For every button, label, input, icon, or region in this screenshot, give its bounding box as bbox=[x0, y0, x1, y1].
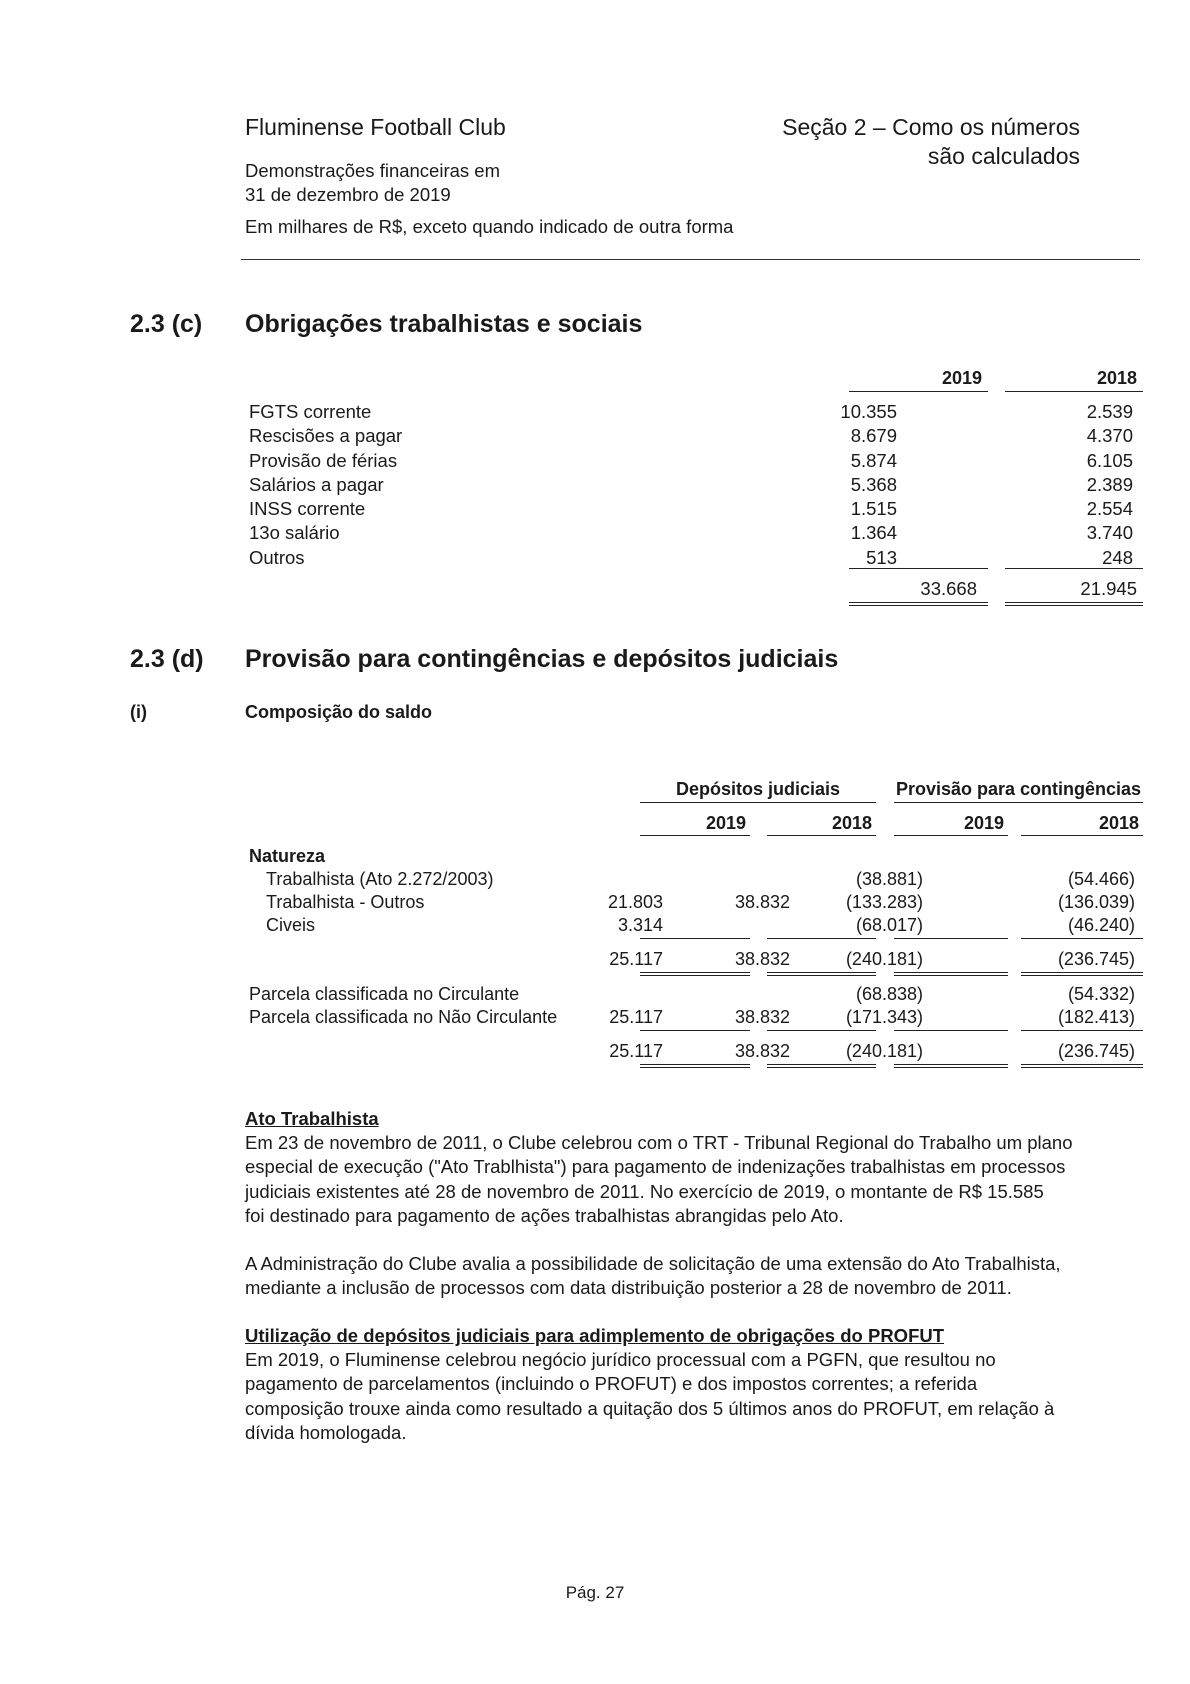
ato-trabalhista-note bbox=[245, 1107, 1140, 1228]
note-line: mediante a inclusão de processos com data distribuição posterior a 28 de novembro de 2011. bbox=[245, 1277, 1012, 1299]
table-row bbox=[249, 891, 1139, 913]
group-header-depositos: Depósitos judiciais bbox=[640, 778, 876, 803]
administration-note bbox=[245, 1252, 1140, 1300]
note-line: foi destinado para pagamento de ações trabalhistas abrangidas pelo Ato. bbox=[245, 1204, 844, 1226]
subtotal-rule bbox=[640, 938, 750, 939]
column-year: 2018 bbox=[767, 812, 876, 836]
cell: (133.283) bbox=[845, 892, 923, 912]
row-label: Rescisões a pagar bbox=[249, 425, 403, 447]
table-row bbox=[249, 400, 1139, 424]
value-2018: 3.740 bbox=[1086, 522, 1133, 544]
row-label: Salários a pagar bbox=[249, 473, 384, 495]
total-double-rule bbox=[894, 1064, 1008, 1068]
total-double-rule bbox=[849, 602, 988, 606]
value-2019: 513 bbox=[866, 546, 897, 568]
table-c-year-2019: 2019 bbox=[849, 366, 988, 392]
subtotal-double-rule bbox=[1021, 972, 1143, 976]
row-label: Trabalhista - Outros bbox=[266, 892, 425, 912]
row-label: Civeis bbox=[266, 915, 316, 935]
table-row bbox=[249, 449, 1139, 473]
table-row bbox=[249, 473, 1139, 497]
row-label: FGTS corrente bbox=[249, 401, 372, 422]
table-row bbox=[249, 424, 1139, 448]
subtotal-rule bbox=[1005, 568, 1143, 569]
subtotal-rule bbox=[640, 1030, 750, 1031]
section-heading-line2: são calculados bbox=[927, 143, 1080, 169]
cell: (236.745) bbox=[1057, 1041, 1135, 1061]
company-name: Fluminense Football Club bbox=[245, 114, 506, 140]
table-row bbox=[249, 983, 1139, 1005]
statement-date: 31 de dezembro de 2019 bbox=[245, 184, 451, 205]
table-row bbox=[249, 868, 1139, 890]
note-line: composição trouxe ainda como resultado a quitação dos 5 últimos anos do PROFUT, em relação à bbox=[245, 1397, 1055, 1419]
cell: (236.745) bbox=[1057, 949, 1135, 969]
section-heading bbox=[680, 113, 1080, 171]
note-line: Em 2019, o Fluminense celebrou negócio jurídico processual com a PGFN, que resultou no bbox=[245, 1349, 996, 1371]
note-heading: Ato Trabalhista bbox=[245, 1108, 379, 1129]
cell: (240.181) bbox=[845, 949, 923, 969]
cell: (240.181) bbox=[845, 1041, 923, 1061]
note-heading: Utilização de depósitos judiciais para adimplemento de obrigações do PROFUT bbox=[245, 1325, 945, 1346]
value-2018: 2.389 bbox=[1086, 473, 1133, 495]
subtotal-rule bbox=[894, 1030, 1008, 1031]
total-row bbox=[249, 1040, 1139, 1062]
cell: 25.117 bbox=[609, 949, 663, 969]
value-2018: 6.105 bbox=[1086, 449, 1133, 471]
value-2018: 4.370 bbox=[1086, 425, 1133, 447]
cell: 21.803 bbox=[607, 892, 663, 912]
value-2019: 10.355 bbox=[840, 401, 897, 422]
row-label: Provisão de férias bbox=[249, 449, 398, 471]
cell: 38.832 bbox=[734, 949, 790, 969]
cell: (68.017) bbox=[855, 915, 923, 935]
note-line: A Administração do Clube avalia a possibilidade de solicitação de uma extensão do Ato Trabalhista, bbox=[245, 1253, 1061, 1274]
value-2018: 248 bbox=[1102, 546, 1133, 568]
table-row bbox=[249, 497, 1139, 521]
profut-note bbox=[245, 1324, 1140, 1445]
cell: 25.117 bbox=[609, 1007, 663, 1027]
table-c-body bbox=[249, 400, 1139, 570]
value-2019: 1.364 bbox=[850, 522, 897, 544]
cell: (46.240) bbox=[1067, 915, 1135, 935]
subtotal-rule bbox=[1021, 938, 1143, 939]
total-double-rule bbox=[640, 1064, 750, 1068]
natureza-label: Natureza bbox=[249, 846, 326, 866]
cell: (54.332) bbox=[1067, 984, 1135, 1004]
row-label: INSS corrente bbox=[249, 498, 366, 520]
row-label: Trabalhista (Ato 2.272/2003) bbox=[266, 869, 494, 889]
table-row bbox=[249, 521, 1139, 545]
note-line: especial de execução ("Ato Trablhista") para pagamento de indenizações trabalhistas em processos bbox=[245, 1156, 1066, 1178]
subtotal-double-rule bbox=[767, 972, 876, 976]
section-d-number: 2.3 (d) bbox=[130, 645, 204, 673]
table-row bbox=[249, 546, 1139, 570]
cell: (136.039) bbox=[1057, 892, 1135, 912]
cell: 25.117 bbox=[609, 1041, 663, 1061]
subtotal-rule bbox=[1021, 1030, 1143, 1031]
row-label: 13o salário bbox=[249, 522, 340, 544]
subsection-title: Composição do saldo bbox=[245, 702, 433, 722]
table-row bbox=[249, 914, 1139, 936]
row-label: Parcela classificada no Não Circulante bbox=[249, 1007, 558, 1027]
subtotal-double-rule bbox=[640, 972, 750, 976]
cell: (38.881) bbox=[855, 869, 923, 889]
note-line: judiciais existentes até 28 de novembro de 2011. No exercício de 2019, o montante de R$ 15.585 bbox=[245, 1180, 1044, 1202]
cell: 38.832 bbox=[734, 1041, 790, 1061]
subtotal-rule bbox=[767, 938, 876, 939]
value-2019: 5.368 bbox=[850, 473, 897, 495]
subtotal-rule bbox=[849, 568, 988, 569]
cell: 38.832 bbox=[734, 1007, 790, 1027]
subtotal-rule bbox=[767, 1030, 876, 1031]
subtotal-row bbox=[249, 948, 1139, 970]
note-line: dívida homologada. bbox=[245, 1421, 407, 1443]
cell: (182.413) bbox=[1057, 1007, 1135, 1027]
group-header-provisao: Provisão para contingências bbox=[894, 778, 1143, 803]
table-row bbox=[249, 1006, 1139, 1028]
column-year: 2019 bbox=[640, 812, 750, 836]
total-double-rule bbox=[767, 1064, 876, 1068]
section-c-title: Obrigações trabalhistas e sociais bbox=[245, 310, 643, 338]
total-double-rule bbox=[1021, 1064, 1143, 1068]
column-year: 2018 bbox=[1021, 812, 1143, 836]
value-2018: 2.539 bbox=[1086, 401, 1133, 422]
subtotal-double-rule bbox=[894, 972, 1008, 976]
header-divider bbox=[241, 259, 1140, 260]
table-c-year-2018: 2018 bbox=[1005, 366, 1143, 392]
value-2019: 8.679 bbox=[850, 425, 897, 447]
table-c-total-2018: 21.945 bbox=[1080, 578, 1137, 599]
value-2019: 1.515 bbox=[850, 498, 897, 520]
cell: (68.838) bbox=[855, 984, 923, 1004]
row-label: Outros bbox=[249, 546, 305, 568]
cell: 3.314 bbox=[617, 915, 663, 935]
table-c-total-2019: 33.668 bbox=[920, 578, 977, 599]
subsection-number: (i) bbox=[130, 702, 147, 722]
value-2019: 5.874 bbox=[850, 449, 897, 471]
units-note: Em milhares de R$, exceto quando indicado de outra forma bbox=[245, 216, 734, 237]
natureza-heading-row bbox=[249, 845, 1139, 867]
note-line: Em 23 de novembro de 2011, o Clube celebrou com o TRT - Tribunal Regional do Trabalho um plano bbox=[245, 1132, 1073, 1154]
section-d-title: Provisão para contingências e depósitos judiciais bbox=[245, 645, 839, 673]
cell: (54.466) bbox=[1067, 869, 1135, 889]
total-double-rule bbox=[1005, 602, 1143, 606]
subtotal-rule bbox=[894, 938, 1008, 939]
cell: 38.832 bbox=[734, 892, 790, 912]
column-year: 2019 bbox=[894, 812, 1008, 836]
statement-title-line1: Demonstrações financeiras em bbox=[245, 160, 500, 181]
cell: (171.343) bbox=[845, 1007, 923, 1027]
page-number: Pág. 27 bbox=[565, 1583, 625, 1602]
value-2018: 2.554 bbox=[1086, 498, 1133, 520]
section-c-number: 2.3 (c) bbox=[130, 310, 203, 338]
section-heading-line1: Seção 2 – Como os números bbox=[782, 114, 1080, 140]
row-label: Parcela classificada no Circulante bbox=[249, 984, 520, 1004]
note-line: pagamento de parcelamentos (incluindo o PROFUT) e dos impostos correntes; a referida bbox=[245, 1373, 978, 1395]
